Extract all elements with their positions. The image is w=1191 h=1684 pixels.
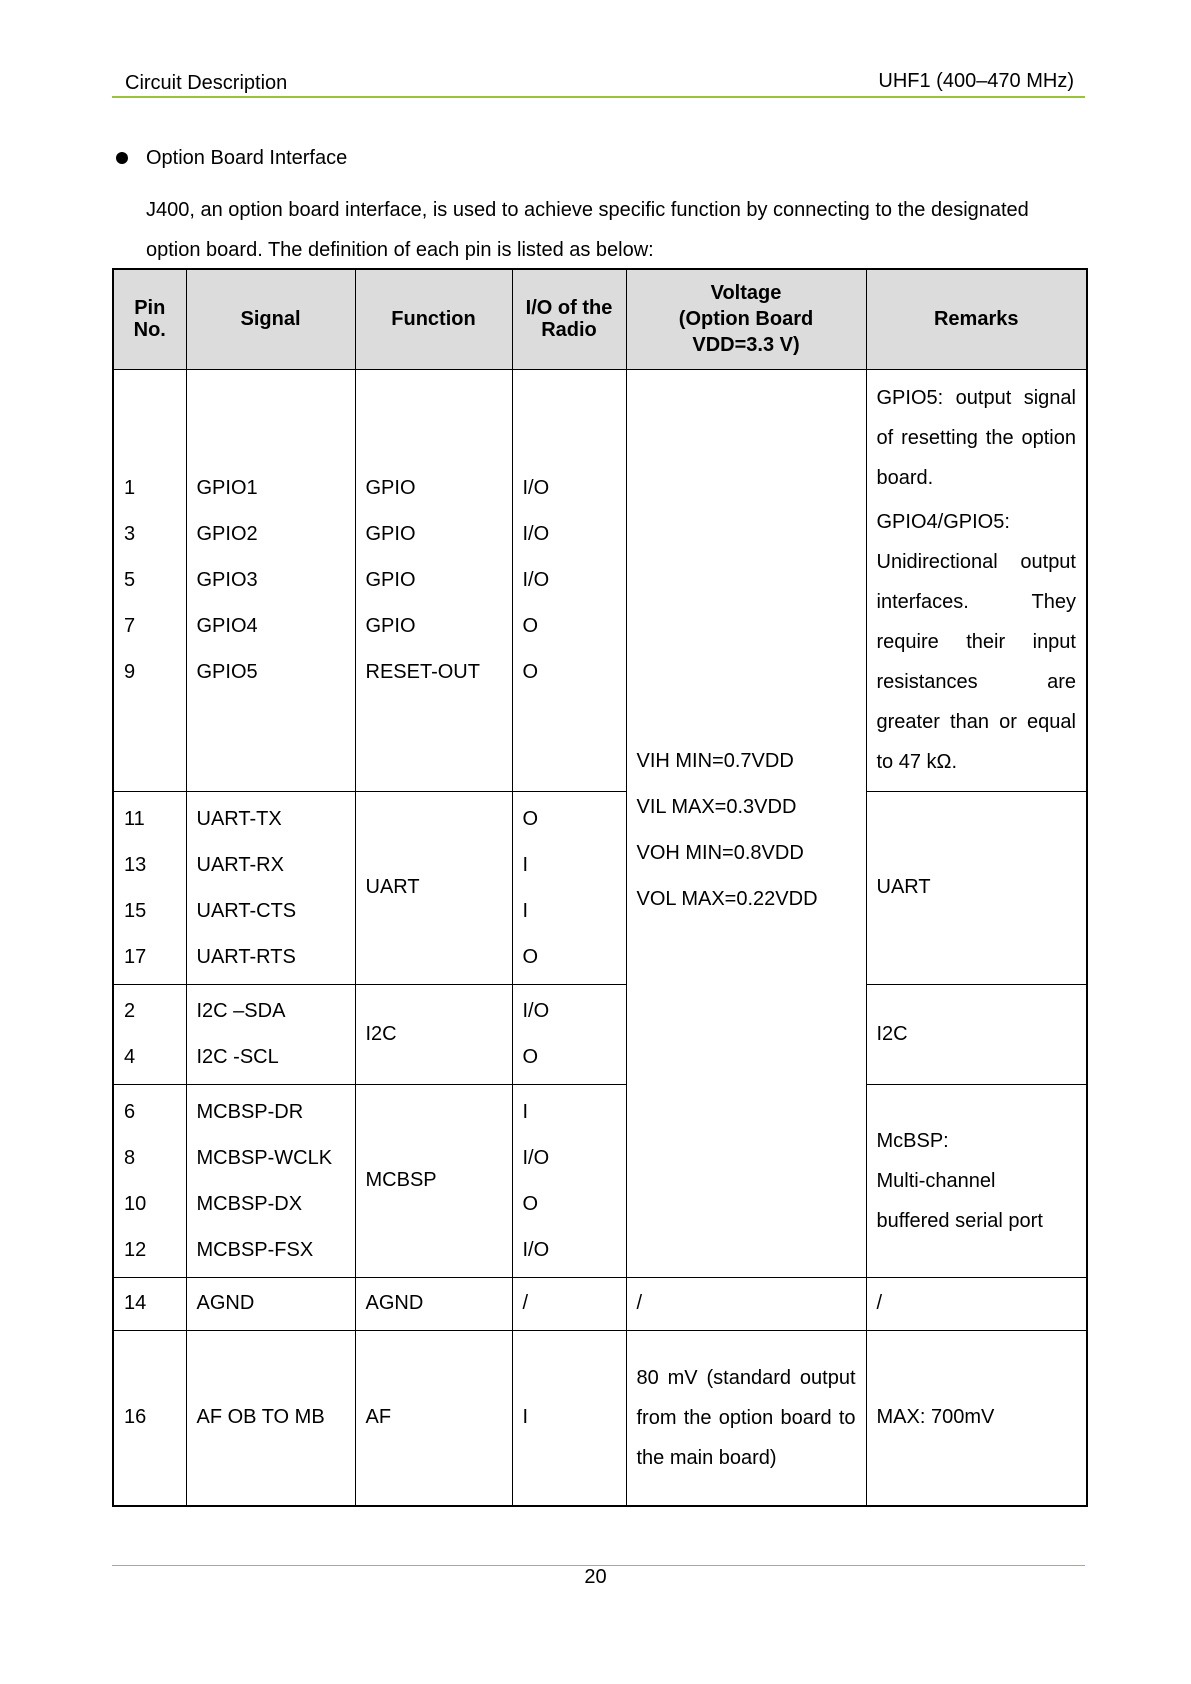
cell-signals (186, 984, 355, 1084)
pin-number: 6 (124, 1100, 136, 1123)
signal-name: I2C –SDA (196, 1000, 286, 1022)
io-direction: I/O (522, 477, 550, 499)
io-direction: O (522, 615, 539, 637)
cell-remark: / (866, 1277, 1087, 1330)
header-function: Function (355, 269, 512, 369)
table-row-af (113, 1330, 1087, 1506)
cell-pin: 16 (113, 1330, 186, 1506)
signal-name: GPIO5 (196, 661, 258, 683)
io-direction: I (522, 1100, 529, 1123)
remark-text: buffered serial port (876, 1209, 1043, 1232)
bullet-dot-icon (116, 152, 128, 164)
cell-io (512, 369, 626, 791)
cell-signal: AF OB TO MB (186, 1330, 355, 1506)
remark-text: GPIO5: output signal of resetting the option board. (876, 387, 1076, 489)
header-voltage (626, 269, 866, 369)
intro-paragraph: J400, an option board interface, is used to achieve specific function by connecting to the designated option board. The definition of each pin is listed as below: (146, 199, 1029, 261)
signal-name: UART-CTS (196, 899, 297, 922)
header-pin-no (113, 269, 186, 369)
table-row-i2c (113, 984, 1087, 1084)
pin-number: 9 (124, 661, 136, 683)
io-direction: I/O (522, 569, 550, 591)
cell-voltage (626, 1330, 866, 1506)
signal-name: UART-RTS (196, 945, 296, 968)
pin-number: 4 (124, 1046, 136, 1068)
cell-remarks-gpio (866, 369, 1087, 791)
cell-function: UART (355, 791, 512, 984)
header-text: Pin (134, 297, 166, 320)
io-direction: O (522, 1046, 539, 1068)
function-name: GPIO (365, 523, 416, 545)
remark-text: GPIO4/GPIO5: Unidirectional output interfaces. They require their input resistances are greater than or equal to 47 kΩ. (876, 511, 1076, 773)
function-name: GPIO (365, 569, 416, 591)
header-text: (Option Board (678, 308, 814, 331)
cell-remark (866, 1084, 1087, 1277)
cell-io (512, 1084, 626, 1277)
voltage-level: VOL MAX=0.22VDD (636, 887, 818, 910)
signal-name: MCBSP-DX (196, 1192, 303, 1215)
cell-io (512, 791, 626, 984)
io-direction: O (522, 807, 539, 830)
io-direction: I/O (522, 523, 550, 545)
cell-voltage: / (626, 1277, 866, 1330)
pin-definition-table (112, 268, 1088, 1507)
table-row-agnd (113, 1277, 1087, 1330)
header-text: Voltage (710, 282, 782, 305)
cell-remark: I2C (866, 984, 1087, 1084)
pin-number: 2 (124, 1000, 136, 1022)
header-text: Radio (541, 319, 597, 342)
io-direction: I/O (522, 1000, 550, 1022)
io-direction: I (522, 853, 529, 876)
pin-number: 7 (124, 615, 136, 637)
signal-name: GPIO3 (196, 569, 258, 591)
remark-text: Multi-channel (876, 1169, 996, 1192)
signal-name: GPIO1 (196, 477, 258, 499)
cell-signals (186, 369, 355, 791)
header-io (512, 269, 626, 369)
pin-number: 8 (124, 1146, 136, 1169)
header-divider (112, 96, 1085, 98)
header-text: I/O of the (525, 297, 613, 320)
pin-number: 5 (124, 569, 136, 591)
signal-name: MCBSP-DR (196, 1100, 304, 1123)
pin-number: 13 (124, 853, 147, 876)
pin-number: 17 (124, 945, 147, 968)
cell-function: AF (355, 1330, 512, 1506)
voltage-level: VOH MIN=0.8VDD (636, 841, 804, 864)
signal-name: MCBSP-WCLK (196, 1146, 333, 1169)
cell-pins (113, 1084, 186, 1277)
cell-function: MCBSP (355, 1084, 512, 1277)
pin-number: 10 (124, 1192, 147, 1215)
table-header-row (113, 269, 1087, 369)
header-remarks: Remarks (866, 269, 1087, 369)
cell-function: I2C (355, 984, 512, 1084)
function-name: RESET-OUT (365, 661, 480, 683)
cell-io (512, 984, 626, 1084)
cell-signals (186, 791, 355, 984)
function-name: GPIO (365, 477, 416, 499)
cell-remark: MAX: 700mV (866, 1330, 1087, 1506)
table-row-mcbsp (113, 1084, 1087, 1277)
voltage-level: VIH MIN=0.7VDD (636, 749, 794, 772)
signal-name: I2C -SCL (196, 1046, 279, 1068)
cell-pin: 14 (113, 1277, 186, 1330)
cell-pins (113, 984, 186, 1084)
pin-number: 11 (124, 807, 145, 830)
signal-name: UART-TX (196, 807, 282, 830)
cell-functions (355, 369, 512, 791)
page-number: 20 (584, 1566, 607, 1588)
signal-name: UART-RX (196, 853, 284, 876)
signal-name: GPIO4 (196, 615, 258, 637)
table-row-uart (113, 791, 1087, 984)
pin-number: 1 (124, 477, 136, 499)
cell-signals (186, 1084, 355, 1277)
header-text: No. (133, 319, 166, 342)
cell-io: I (512, 1330, 626, 1506)
io-direction: O (522, 945, 539, 968)
signal-name: MCBSP-FSX (196, 1238, 314, 1261)
function-name: GPIO (365, 615, 416, 637)
section-title: Option Board Interface (146, 147, 348, 169)
pin-number: 3 (124, 523, 136, 545)
voltage-level: VIL MAX=0.3VDD (636, 795, 797, 818)
io-direction: I (522, 899, 529, 922)
header-signal: Signal (186, 269, 355, 369)
voltage-text: 80 mV (standard output from the option board to the main board) (636, 1366, 856, 1469)
remark-text: McBSP: (876, 1129, 949, 1152)
signal-name: GPIO2 (196, 523, 258, 545)
io-direction: I/O (522, 1146, 550, 1169)
cell-voltage-levels (626, 369, 866, 1277)
cell-pins (113, 791, 186, 984)
io-direction: O (522, 661, 539, 683)
cell-remark: UART (866, 791, 1087, 984)
cell-pins (113, 369, 186, 791)
header-text: VDD=3.3 V) (692, 334, 800, 357)
cell-signal: AGND (186, 1277, 355, 1330)
header-model-band: UHF1 (400–470 MHz) (878, 70, 1074, 92)
cell-io: / (512, 1277, 626, 1330)
io-direction: I/O (522, 1238, 550, 1261)
io-direction: O (522, 1192, 539, 1215)
table-row-gpio (113, 369, 1087, 791)
header-section-title: Circuit Description (125, 72, 288, 94)
cell-function: AGND (355, 1277, 512, 1330)
pin-number: 15 (124, 899, 147, 922)
pin-number: 12 (124, 1238, 147, 1261)
